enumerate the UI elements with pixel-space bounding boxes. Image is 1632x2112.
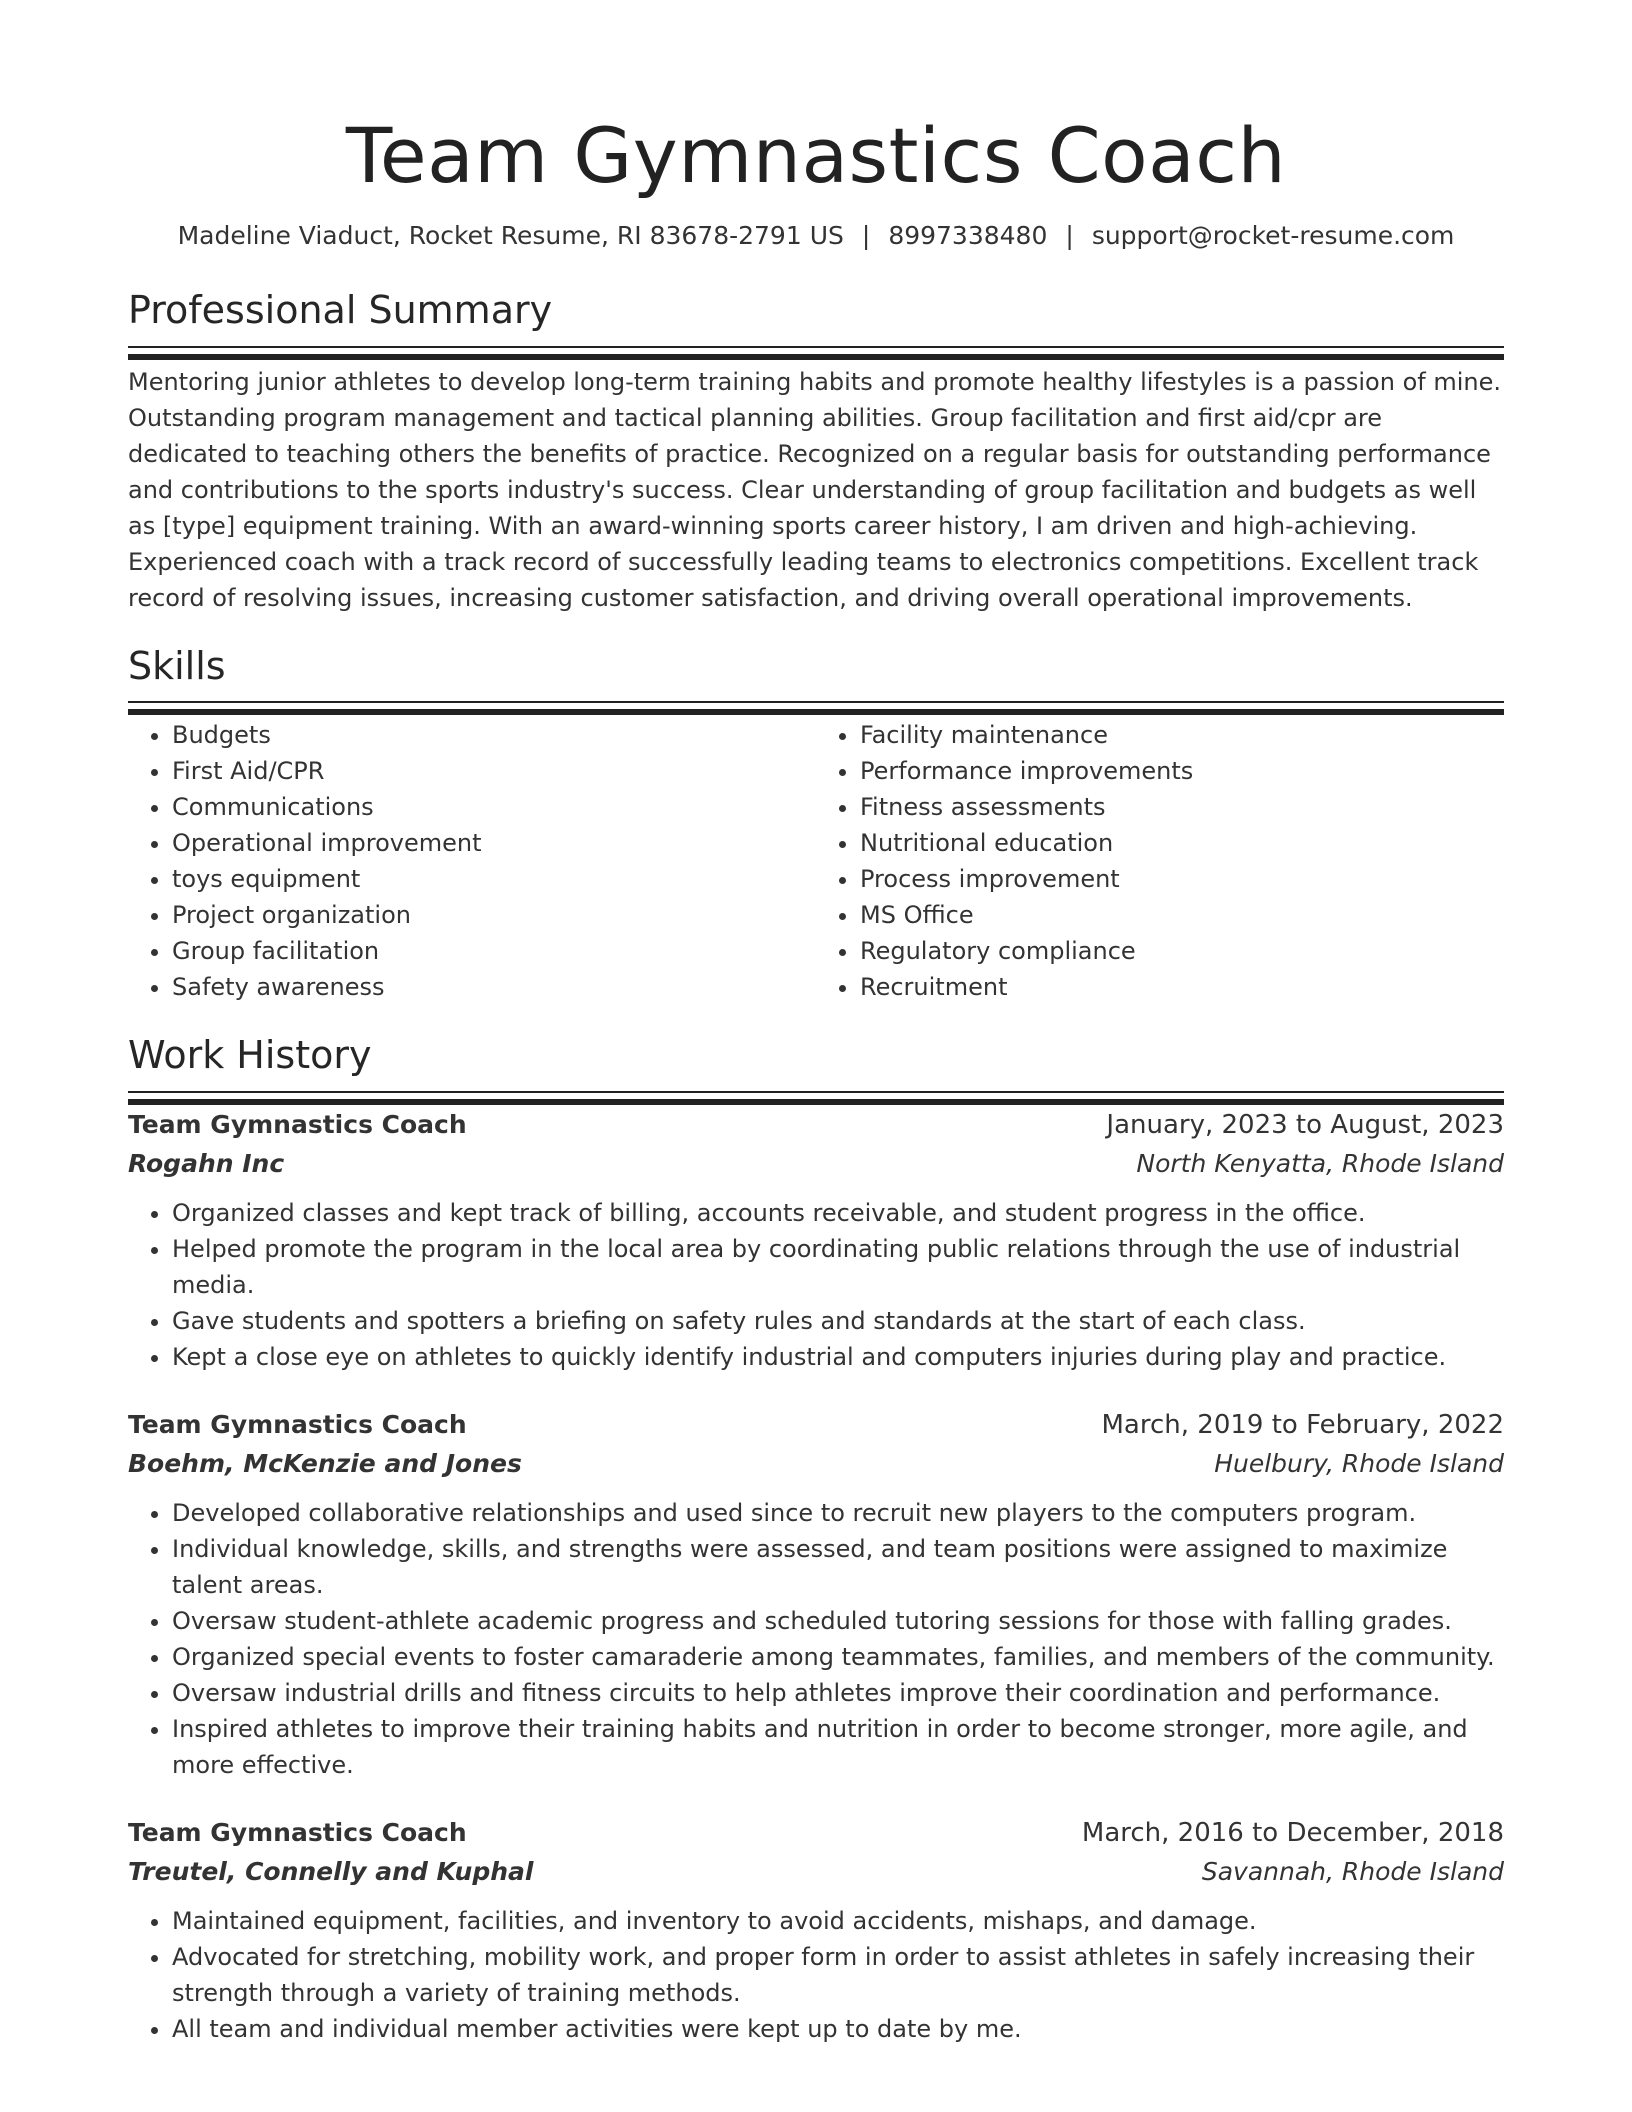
- job-dates: January, 2023 to August, 2023: [1106, 1109, 1504, 1140]
- skill-item: • Facility maintenance: [860, 717, 1504, 753]
- job-company-row: [128, 1445, 1504, 1483]
- section-divider: [128, 701, 1504, 703]
- job-bullets: [128, 1903, 1504, 2047]
- job-bullets: [128, 1495, 1504, 1783]
- summary-text: Mentoring junior athletes to develop long-term training habits and promote healthy lifestyles is a passion of mine. Outstanding program management and tactical planning abilities. Group facilitation and first aid/cpr are dedicated to teaching others the benefits of practice. Recognized on a regular basis for outstanding performance and contributions to the sports industry's success. Clear understanding of group facilitation and budgets as well as [type] equipment training. With an award-winning sports career history, I am driven and high-achieving. Experienced coach with a track record of successfully leading teams to electronics competitions. Excellent track record of resolving issues, increasing customer satisfaction, and driving overall operational improvements.: [128, 367, 1501, 612]
- skill-item: • Process improvement: [860, 861, 1504, 897]
- section-divider: [128, 1091, 1504, 1093]
- section-divider: [128, 346, 1504, 348]
- job-company-row: [128, 1853, 1504, 1891]
- job-bullet: • Kept a close eye on athletes to quickly identify industrial and computers injuries during play and practice.: [172, 1339, 1504, 1375]
- job-location: Huelbury, Rhode Island: [1214, 1448, 1504, 1478]
- job-bullet: • Individual knowledge, skills, and strengths were assessed, and team positions were assigned to maximize talent areas.: [172, 1531, 1504, 1603]
- skills-columns: [128, 717, 1504, 1005]
- skill-item: • Operational improvement: [172, 825, 816, 861]
- skill-item: • Safety awareness: [172, 969, 816, 1005]
- contact-address: Madeline Viaduct, Rocket Resume, RI 83678-2791 US: [177, 221, 844, 251]
- skill-item: • Recruitment: [860, 969, 1504, 1005]
- job-title: Team Gymnastics Coach: [128, 1817, 467, 1847]
- skill-item: • Project organization: [172, 897, 816, 933]
- skill-item: • MS Office: [860, 897, 1504, 933]
- skill-item: • Fitness assessments: [860, 789, 1504, 825]
- job-entry: [128, 1105, 1504, 1375]
- work-history-section: [128, 1033, 1504, 2047]
- job-bullet: • Organized special events to foster camaraderie among teammates, families, and members of the community.: [172, 1639, 1504, 1675]
- job-location: North Kenyatta, Rhode Island: [1136, 1148, 1504, 1178]
- job-bullet: • Helped promote the program in the local area by coordinating public relations through the use of industrial media.: [172, 1231, 1504, 1303]
- skill-item: • toys equipment: [172, 861, 816, 897]
- job-title: Team Gymnastics Coach: [128, 1109, 467, 1139]
- contact-separator: |: [861, 221, 871, 251]
- job-dates: March, 2019 to February, 2022: [1101, 1409, 1504, 1440]
- skill-item: • Budgets: [172, 717, 816, 753]
- skill-item: • First Aid/CPR: [172, 753, 816, 789]
- job-bullet: • Advocated for stretching, mobility work, and proper form in order to assist athletes in safely increasing their strength through a variety of training methods.: [172, 1939, 1504, 2011]
- job-company-row: [128, 1145, 1504, 1183]
- contact-phone: 8997338480: [888, 221, 1048, 251]
- contact-line: [128, 221, 1504, 250]
- skills-heading: Skills: [128, 643, 226, 688]
- skills-list-right: [816, 717, 1504, 1005]
- job-company: Rogahn Inc: [128, 1148, 285, 1178]
- job-title: Team Gymnastics Coach: [128, 1409, 467, 1439]
- job-company: Boehm, McKenzie and Jones: [128, 1448, 522, 1478]
- job-bullet: • Developed collaborative relationships and used since to recruit new players to the computers program.: [172, 1495, 1504, 1531]
- job-location: Savannah, Rhode Island: [1201, 1856, 1504, 1886]
- skill-item: • Performance improvements: [860, 753, 1504, 789]
- skills-section: [128, 644, 1504, 1006]
- job-bullet: • Gave students and spotters a briefing on safety rules and standards at the start of each class.: [172, 1303, 1504, 1339]
- job-bullet: • Maintained equipment, facilities, and inventory to avoid accidents, mishaps, and damage.: [172, 1903, 1504, 1939]
- job-header-row: [128, 1813, 1504, 1853]
- job-dates: March, 2016 to December, 2018: [1081, 1817, 1504, 1848]
- job-bullets: [128, 1195, 1504, 1375]
- skill-item: • Communications: [172, 789, 816, 825]
- job-bullet: • All team and individual member activities were kept up to date by me.: [172, 2011, 1504, 2047]
- job-bullet: • Oversaw student-athlete academic progress and scheduled tutoring sessions for those with falling grades.: [172, 1603, 1504, 1639]
- contact-email[interactable]: support@rocket-resume.com: [1091, 221, 1455, 251]
- summary-section: [128, 288, 1504, 616]
- job-entry: [128, 1813, 1504, 2047]
- skills-list-left: [128, 717, 816, 1005]
- contact-separator: |: [1065, 221, 1074, 251]
- summary-heading: Professional Summary: [128, 288, 553, 333]
- skill-item: • Nutritional education: [860, 825, 1504, 861]
- job-company: Treutel, Connelly and Kuphal: [128, 1856, 534, 1886]
- skill-item: • Group facilitation: [172, 933, 816, 969]
- job-bullet: • Oversaw industrial drills and fitness circuits to help athletes improve their coordination and performance.: [172, 1675, 1504, 1711]
- resume-title: Team Gymnastics Coach: [345, 111, 1287, 200]
- job-header-row: [128, 1105, 1504, 1145]
- job-entry: [128, 1405, 1504, 1783]
- work-history-heading: Work History: [128, 1033, 372, 1078]
- skill-item: • Regulatory compliance: [860, 933, 1504, 969]
- job-bullet: • Organized classes and kept track of billing, accounts receivable, and student progress in the office.: [172, 1195, 1504, 1231]
- job-header-row: [128, 1405, 1504, 1445]
- job-bullet: • Inspired athletes to improve their training habits and nutrition in order to become stronger, more agile, and more effective.: [172, 1711, 1504, 1783]
